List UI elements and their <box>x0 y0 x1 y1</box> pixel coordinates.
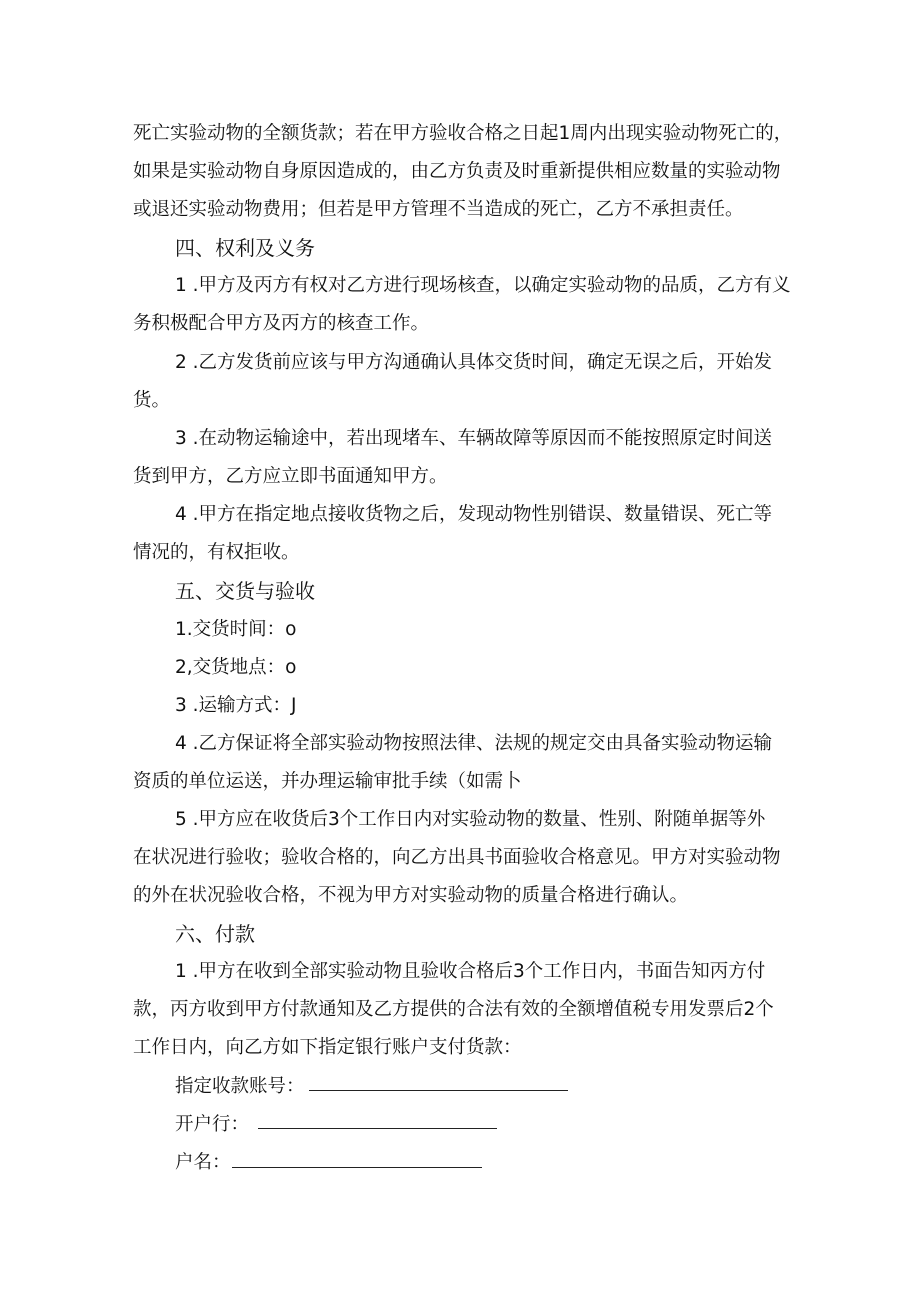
clause-5-3: 3 .运输方式：J <box>175 695 297 716</box>
clause-4-2-line: 2 .乙方发货前应该与甲方沟通确认具体交货时间，确定无误之后，开始发 <box>175 352 773 373</box>
clause-4-1-line: 务积极配合甲方及丙方的核查工作。 <box>133 313 430 334</box>
clause-6-1-line: 工作日内，向乙方如下指定银行账户支付货款： <box>133 1037 522 1058</box>
clause-5-4-line: 4 .乙方保证将全部实验动物按照法律、法规的规定交由具备实验动物运输 <box>175 733 773 754</box>
account-name-label: 户名： <box>175 1152 231 1173</box>
clause-5-5-line: 的外在状况验收合格，不视为甲方对实验动物的质量合格进行确认。 <box>133 885 689 906</box>
section-heading-payment: 六、付款 <box>175 922 255 946</box>
account-name-blank <box>232 1167 482 1168</box>
clause-5-1: 1.交货时间：o <box>175 619 297 640</box>
account-number-blank <box>309 1090 568 1091</box>
paragraph-line: 死亡实验动物的全额货款；若在甲方验收合格之日起1周内出现实验动物死亡的， <box>133 123 793 144</box>
clause-5-4-line: 资质的单位运送，并办理运输审批手续（如需卜 <box>133 771 522 792</box>
clause-4-1-line: 1 .甲方及丙方有权对乙方进行现场核查，以确定实验动物的品质，乙方有义 <box>175 275 791 296</box>
clause-5-5-line: 在状况进行验收；验收合格的，向乙方出具书面验收合格意见。甲方对实验动物 <box>133 847 781 868</box>
clause-4-4-line: 4 .甲方在指定地点接收货物之后，发现动物性别错误、数量错误、死亡等 <box>175 504 773 525</box>
account-number-label: 指定收款账号： <box>175 1076 305 1097</box>
clause-5-2: 2,交货地点：o <box>175 657 297 678</box>
paragraph-line: 或退还实验动物费用；但若是甲方管理不当造成的死亡，乙方不承担责任。 <box>133 199 744 220</box>
paragraph-line: 如果是实验动物自身原因造成的，由乙方负责及时重新提供相应数量的实验动物 <box>133 161 781 182</box>
clause-6-1-line: 1 .甲方在收到全部实验动物且验收合格后3个工作日内，书面告知丙方付 <box>175 961 766 982</box>
bank-label: 开户行： <box>175 1114 250 1135</box>
section-heading-delivery-acceptance: 五、交货与验收 <box>175 579 315 603</box>
clause-4-3-line: 货到甲方，乙方应立即书面通知甲方。 <box>133 466 448 487</box>
clause-4-4-line: 情况的，有权拒收。 <box>133 542 300 563</box>
section-heading-rights-obligations: 四、权利及义务 <box>175 236 315 260</box>
clause-4-3-line: 3 .在动物运输途中，若出现堵车、车辆故障等原因而不能按照原定时间送 <box>175 428 773 449</box>
bank-blank <box>258 1128 497 1129</box>
clause-4-2-line: 货。 <box>133 390 171 411</box>
clause-6-1-line: 款，丙方收到甲方付款通知及乙方提供的合法有效的全额增值税专用发票后2个 <box>133 999 774 1020</box>
clause-5-5-line: 5 .甲方应在收货后3个工作日内对实验动物的数量、性别、附随单据等外 <box>175 809 766 830</box>
